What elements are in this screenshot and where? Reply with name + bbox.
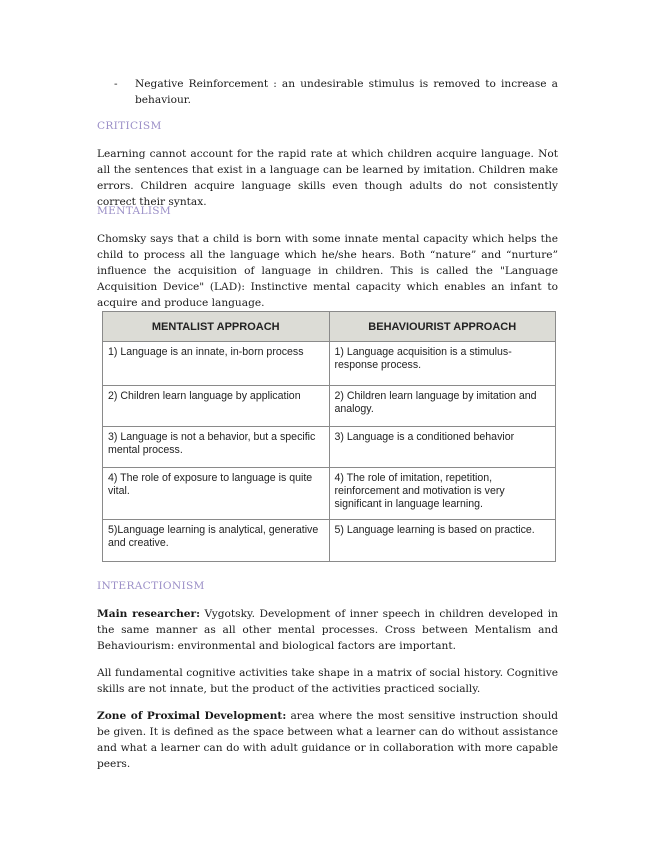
heading-criticism: CRITICISM — [97, 120, 162, 132]
table-cell: 1) Language acquisition is a stimulus-response process. — [329, 342, 556, 386]
main-researcher-text: Vygotsky. Development of inner speech in children developed in the same manner as all other mental processes. Cross between Mentalism and Behaviourism: environmental and biological factors are important. — [97, 608, 558, 652]
heading-mentalism: MENTALISM — [97, 205, 172, 217]
main-researcher-label: Main researcher: — [97, 608, 201, 620]
table-cell: 2) Children learn language by application — [103, 386, 330, 426]
table-row — [103, 342, 556, 386]
zpd-label: Zone of Proximal Development: — [97, 710, 287, 722]
table-cell: 3) Language is not a behavior, but a specific mental process. — [103, 426, 330, 467]
table-row — [103, 426, 556, 467]
table-cell: 1) Language is an innate, in-born process — [103, 342, 330, 386]
paragraph-zpd — [97, 708, 558, 772]
bullet-marker: - — [114, 78, 118, 90]
table-row — [103, 468, 556, 519]
table-cell: 2) Children learn language by imitation and analogy. — [329, 386, 556, 426]
paragraph-main-researcher — [97, 606, 558, 654]
comparison-table — [102, 311, 556, 562]
column-header-mentalist: MENTALIST APPROACH — [103, 312, 330, 342]
zpd-text: area where the most sensitive instruction should be given. It is defined as the space between what a learner can do without assistance and what a learner can do with adult guidance or in collaboration with more capable peers. — [97, 710, 558, 770]
table-cell: 5) Language learning is based on practice. — [329, 519, 556, 561]
paragraph-criticism: Learning cannot account for the rapid rate at which children acquire language. Not all the sentences that exist in a language can be learned by imitation. Children make errors. Children acquire language skills even though adults do not consistently correct their syntax. — [97, 148, 558, 208]
table-row — [103, 519, 556, 561]
table-cell: 5)Language learning is analytical, generative and creative. — [103, 519, 330, 561]
table-cell: 4) The role of imitation, repetition, reinforcement and motivation is very significant in language learning. — [329, 468, 556, 519]
column-header-behaviourist: BEHAVIOURIST APPROACH — [329, 312, 556, 342]
table-cell: 3) Language is a conditioned behavior — [329, 426, 556, 467]
table-header-row — [103, 312, 556, 342]
table-cell: 4) The role of exposure to language is quite vital. — [103, 468, 330, 519]
paragraph-mentalism: Chomsky says that a child is born with some innate mental capacity which helps the child to process all the language which he/she hears. Both “nature” and “nurture” influence the acquisition of language in children. This is called the "Language Acquisition Device" (LAD): Instinctive mental capacity which enables an infant to acquire and produce language. — [97, 233, 558, 309]
paragraph-cognitive-activities: All fundamental cognitive activities take shape in a matrix of social history. Cognitive skills are not innate, but the product of the activities practiced socially. — [97, 667, 558, 695]
heading-interactionism: INTERACTIONISM — [97, 580, 205, 592]
table-row — [103, 386, 556, 426]
bullet-negative-reinforcement: Negative Reinforcement : an undesirable stimulus is removed to increase a behaviour. — [135, 78, 558, 106]
